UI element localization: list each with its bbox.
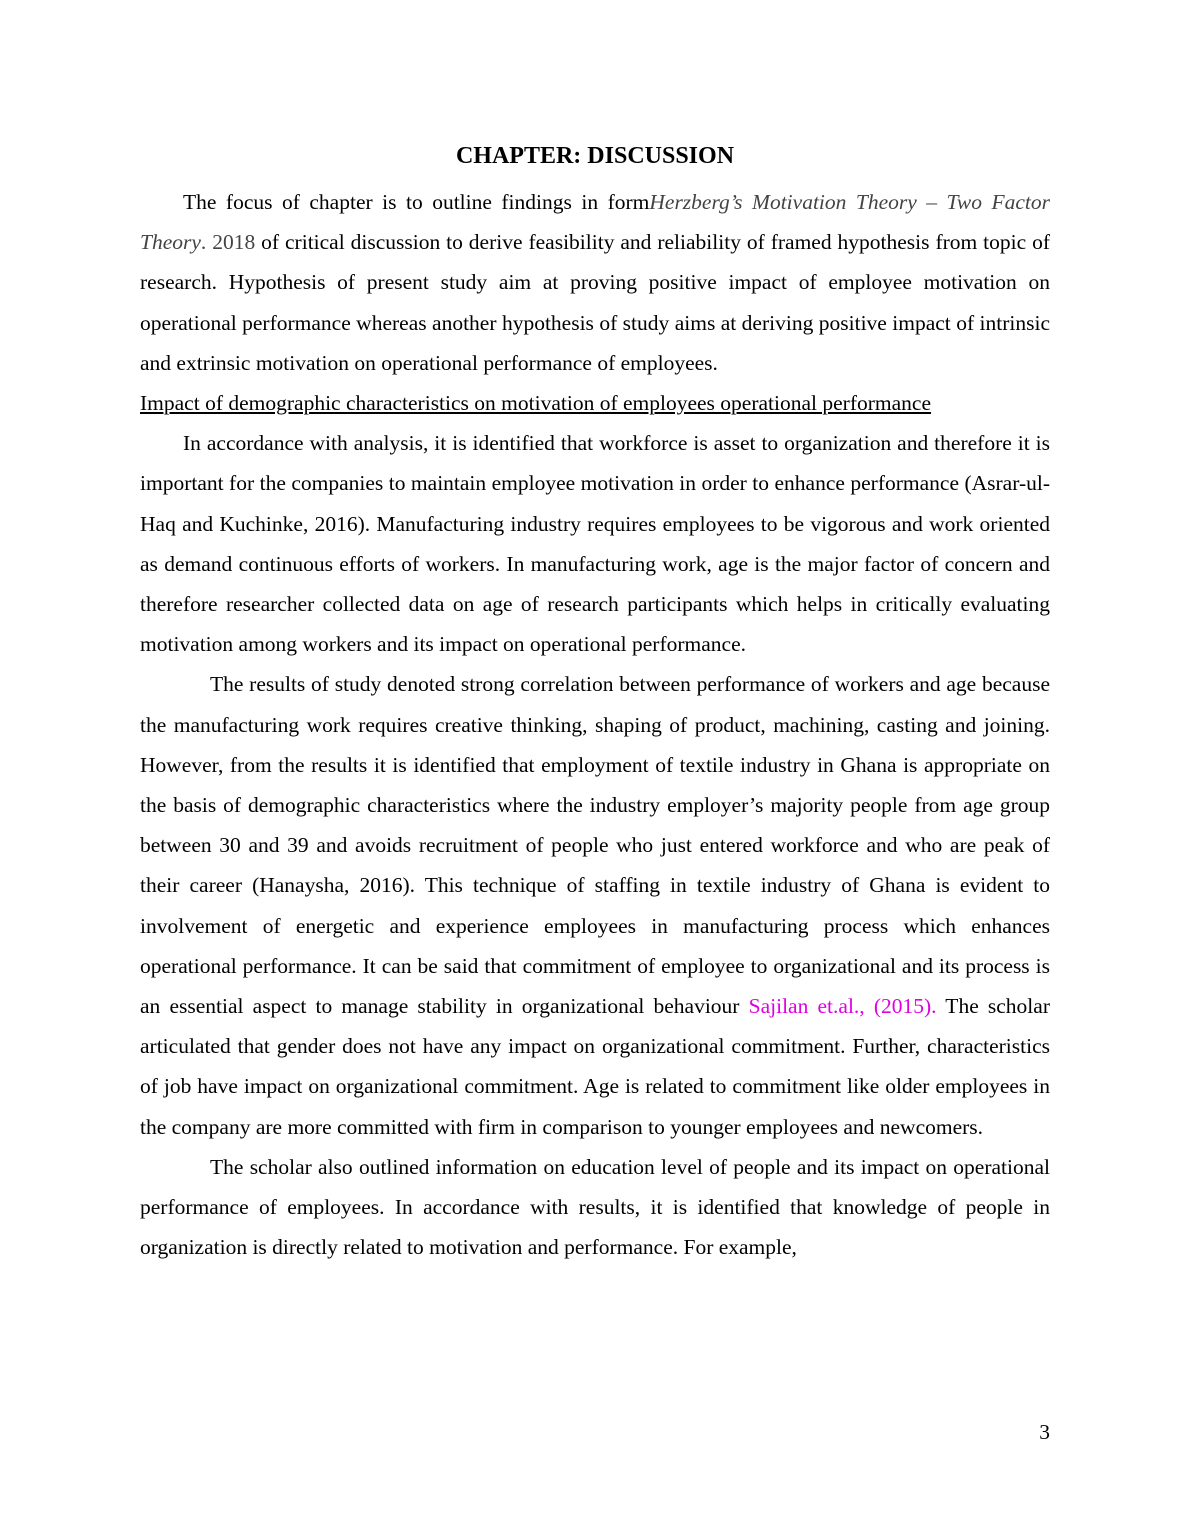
intro-text-before: The focus of chapter is to outline findings in form [183,190,650,214]
theory-reference-dot: . [200,230,207,255]
reference-year: 2018 [212,230,256,255]
theory-reference: Herzberg’s Motivation Theory – Two Factor Theory [140,190,1050,255]
highlighted-citation: Sajilan et.al., (2015). [748,994,937,1019]
section-heading: Impact of demographic characteristics on motivation of employees operational performance [140,391,932,416]
page-content [140,138,1050,1267]
body-paragraph-correlation [140,664,1050,1146]
correlation-text-after: The scholar articulated that gender does not have any impact on organizational commitment. Further, characteristics of job have impact on organizational commitment. Age is related to commitment like older employees in the company are more committed with firm in comparison to younger employees and newcomers. [140,994,1050,1139]
correlation-text-before: The results of study denoted strong correlation between performance of workers and age because the manufacturing work requires creative thinking, shaping of product, machining, casting and joining. However, from the results it is identified that employment of textile industry in Ghana is appropriate on the basis of demographic characteristics where the industry employer’s majority people from age group between 30 and 39 and avoids recruitment of people who just entered workforce and who are peak of their career (Hanaysha, 2016). This technique of staffing in textile industry of Ghana is evident to involvement of energetic and experience employees in manufacturing process which enhances operational performance. It can be said that commitment of employee to organizational and its process is an essential aspect to manage stability in organizational behaviour [140,672,1050,1019]
body-paragraph-age-factor: In accordance with analysis, it is identified that workforce is asset to organization and therefore it is important for the companies to maintain employee motivation in order to enhance performance (Asrar-ul-Haq and Kuchinke, 2016). Manufacturing industry requires employees to be vigorous and work oriented as demand continuous efforts of workers. In manufacturing work, age is the major factor of concern and therefore researcher collected data on age of research participants which helps in critically evaluating motivation among workers and its impact on operational performance. [140,431,1050,657]
chapter-title: CHAPTER: DISCUSSION [455,143,735,169]
body-paragraph-education: The scholar also outlined information on education level of people and its impact on operational performance of employees. In accordance with results, it is identified that knowledge of people in organization is directly related to motivation and performance. For example, [140,1154,1050,1260]
intro-paragraph [140,182,1050,383]
page-number: 3 [1039,1420,1050,1444]
intro-text-after: of critical discussion to derive feasibility and reliability of framed hypothesis from topic of research. Hypothesis of present study aim at proving positive impact of employee motivation on operational performance whereas another hypothesis of study aims at deriving positive impact of intrinsic and extrinsic motivation on operational performance of employees. [140,230,1050,375]
